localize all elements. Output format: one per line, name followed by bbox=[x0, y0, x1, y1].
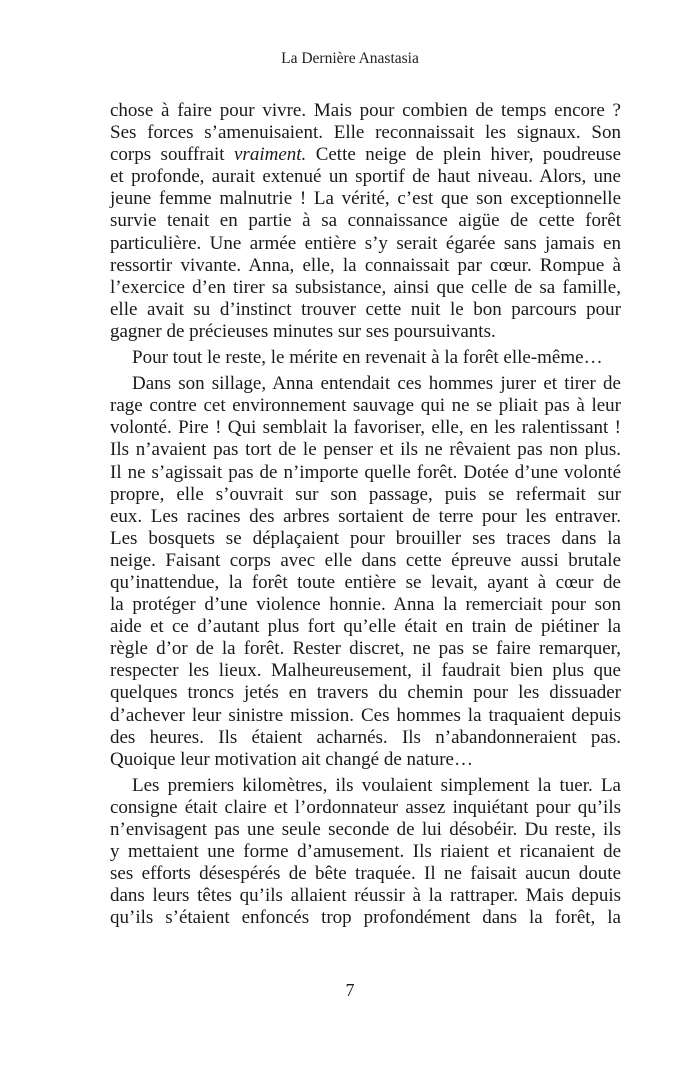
text-line: l’exercice d’en tirer sa subsistance, ainsi que celle de sa famille, bbox=[110, 276, 621, 298]
text-line: qu’ils s’étaient enfoncés trop profondément dans la forêt, la bbox=[110, 907, 621, 929]
text-line: d’achever leur sinistre mission. Ces hommes la traquaient depuis bbox=[110, 704, 621, 726]
text-line: ressortir vivante. Anna, elle, la connaissait par cœur. Rompue à bbox=[110, 254, 621, 276]
text-line: règle d’or de la forêt. Rester discret, ne pas se faire remarquer, bbox=[110, 638, 621, 660]
text-line: Les bosquets se déplaçaient pour brouiller ses traces dans la bbox=[110, 527, 621, 549]
text-line: n’envisagent pas une seule seconde de lui désobéir. Du reste, ils bbox=[110, 819, 621, 840]
text-line: Pour tout le reste, le mérite en revenait à la forêt elle-même… bbox=[132, 347, 603, 369]
paragraph bbox=[110, 775, 621, 930]
text-line: chose à faire pour vivre. Mais pour combien de temps encore ? bbox=[110, 100, 621, 121]
text-line: gagner de précieuses minutes sur ses poursuivants. bbox=[110, 320, 496, 342]
text-line: Les premiers kilomètres, ils voulaient simplement la tuer. La bbox=[132, 774, 621, 796]
text-line: Il ne s’agissait pas de n’importe quelle forêt. Dotée d’une volonté bbox=[110, 461, 621, 483]
text-line: jeune femme malnutrie ! La vérité, c’est que son exceptionnelle bbox=[110, 188, 621, 210]
text-line: neige. Faisant corps avec elle dans cette épreuve aussi brutale bbox=[110, 549, 621, 571]
paragraph bbox=[110, 100, 621, 343]
text-line: des heures. Ils étaient acharnés. Ils n’abandonneraient pas. bbox=[110, 726, 621, 748]
text-line: dans leurs têtes qu’ils allaient réussir à la rattraper. Mais depuis bbox=[110, 885, 621, 907]
running-head-title: La Dernière Anastasia bbox=[281, 50, 419, 67]
text-line: quelques troncs jetés en travers du chemin pour les dissuader bbox=[110, 682, 621, 704]
text-line: qu’inattendue, la forêt toute entière se levait, ayant à cœur de bbox=[110, 571, 621, 593]
text-line: rage contre cet environnement sauvage qui ne se pliait pas à leur bbox=[110, 395, 621, 417]
emphasis: vraiment. bbox=[234, 144, 307, 166]
text-line: Ses forces s’amenuisaient. Elle reconnaissait les signaux. Son bbox=[110, 122, 621, 144]
text-line: la protéger d’une violence honnie. Anna la remerciait pour son bbox=[110, 594, 621, 616]
text-line: aide et ce d’autant plus fort qu’elle était en train de piétiner la bbox=[110, 616, 621, 638]
text-line: Ils n’avaient pas tort de le penser et ils ne rêvaient pas non plus. bbox=[110, 439, 621, 461]
text-line: elle avait su d’instinct trouver cette nuit le bon parcours pour bbox=[110, 298, 621, 320]
paragraph bbox=[110, 347, 621, 369]
text-line: ses efforts désespérés de bête traquée. Il ne faisait aucun doute bbox=[110, 863, 621, 885]
text-line: y mettaient une forme d’amusement. Ils riaient et ricanaient de bbox=[110, 841, 621, 863]
text-line: Quoique leur motivation ait changé de nature… bbox=[110, 748, 473, 770]
text-line: Dans son sillage, Anna entendait ces hommes jurer et tirer de bbox=[132, 373, 621, 395]
text-line: corps souffrait vraiment. Cette neige de plein hiver, poudreuse bbox=[110, 144, 622, 166]
text-line: survie tenait en partie à sa connaissance aigüe de cette forêt bbox=[110, 210, 621, 232]
text-line: particulière. Une armée entière s’y serait égarée sans jamais en bbox=[110, 232, 621, 254]
page-number: 7 bbox=[345, 980, 355, 1000]
paragraph bbox=[110, 373, 621, 771]
body-text bbox=[110, 100, 621, 929]
text-line: volonté. Pire ! Qui semblait la favoriser, elle, en les ralentissant ! bbox=[110, 417, 621, 439]
text-line: respecter les lieux. Malheureusement, il faudrait bien plus que bbox=[110, 660, 621, 682]
text-line: et profonde, aurait extenué un sportif de haut niveau. Alors, une bbox=[110, 166, 621, 188]
text-line: eux. Les racines des arbres sortaient de terre pour les entraver. bbox=[110, 505, 621, 527]
text-line: propre, elle s’ouvrait sur son passage, puis se refermait sur bbox=[110, 483, 621, 505]
text-line: consigne était claire et l’ordonnateur assez inquiétant pour qu’ils bbox=[110, 796, 621, 818]
